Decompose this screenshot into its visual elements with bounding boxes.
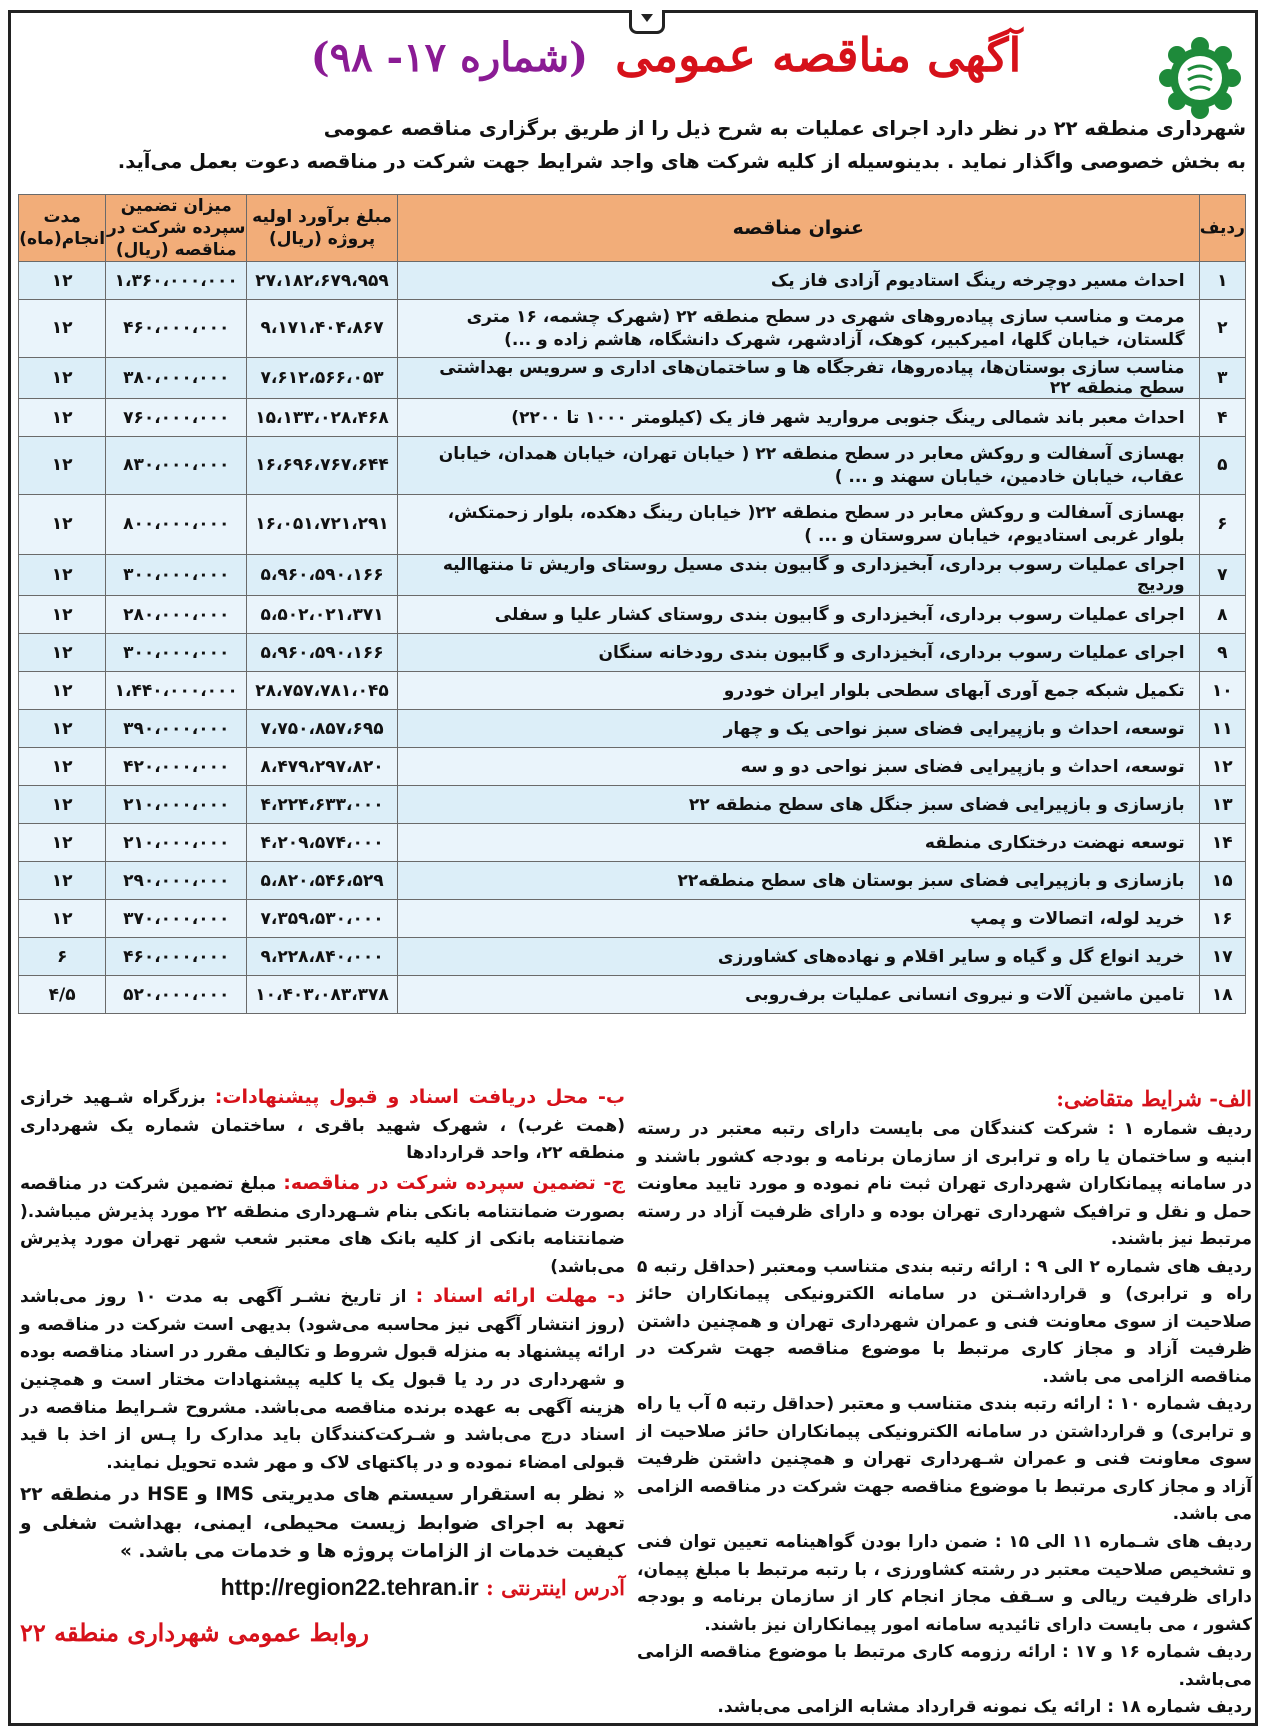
cell-duration: ۱۲: [19, 495, 106, 555]
header-title: عنوان مناقصه: [397, 195, 1199, 262]
cell-duration: ۱۲: [19, 824, 106, 862]
cell-duration: ۱۲: [19, 437, 106, 495]
deadline-text: از تاریخ نشـر آگهی به مدت ۱۰ روز می‌باشد (روز انتشار آگهی نیز محاسبه می‌شود) بدیهی است شرکت در مناقصه و ارائه پیشنهاد به منزله قبول شروط و تکالیف مقرر در اسناد مناقصه بوده و شهرداری در رد یا قبول یک یا کلیه پیشنهادات مختار است و همچنین هزینه آگهی به عهده برنده مناقصه می‌باشد. مشروح شـرایط مناقصه در اسناد درج می‌باشد و شـرکت‌کنندگان باید مدارک را پـس از اخذ با قید قبولی امضاء نموده و در پاکتهای لاک و مهر شده تحویل نمایند.: [20, 1287, 625, 1473]
cell-estimate: ۱۵،۱۳۳،۰۲۸،۴۶۸: [247, 399, 398, 437]
cell-title: توسعه، احداث و بازپیرایی فضای سبز نواحی دو و سه: [397, 748, 1199, 786]
condition-label: ردیف های شماره ۲ الی ۹ :: [1024, 1256, 1253, 1277]
conditions-heading: الف- شرایط متقاضی:: [1056, 1086, 1252, 1111]
document-location: [20, 1082, 625, 1168]
cell-row: ۱۴: [1199, 824, 1245, 862]
cell-title: اجرای عملیات رسوب برداری، آبخیزداری و گابیون بندی رودخانه سنگان: [397, 634, 1199, 672]
cell-deposit: ۳۰۰،۰۰۰،۰۰۰: [106, 555, 247, 596]
table-row: [19, 748, 1246, 786]
condition-label: ردیف شماره ۱ :: [1107, 1119, 1253, 1140]
cell-duration: ۱۲: [19, 862, 106, 900]
cell-deposit: ۲۱۰،۰۰۰،۰۰۰: [106, 786, 247, 824]
website-link[interactable]: http://region22.tehran.ir: [220, 1574, 479, 1601]
cell-title: احداث معبر باند شمالی رینگ جنوبی مروارید شهر فاز یک (کیلومتر ۱۰۰۰ تا ۲۲۰۰): [397, 399, 1199, 437]
cell-row: ۱۰: [1199, 672, 1245, 710]
condition-item: [637, 1529, 1252, 1639]
title-text: آگهی مناقصه عمومی: [615, 28, 1022, 82]
deposit-heading: ج- تضمین سپرده شرکت در مناقصه:: [283, 1171, 626, 1194]
applicant-conditions: [637, 1082, 1252, 1722]
cell-duration: ۱۲: [19, 262, 106, 300]
cell-row: ۱۲: [1199, 748, 1245, 786]
tender-info: [20, 1082, 625, 1653]
table-row: [19, 495, 1246, 555]
cell-estimate: ۸،۴۷۹،۲۹۷،۸۲۰: [247, 748, 398, 786]
cell-title: بهسازی آسفالت و روکش معابر در سطح منطقه ۲۲ ( خیابان تهران، خیابان همدان، خیابان عقاب، خیابان خادمین، خیابان سهند و ... ): [397, 437, 1199, 495]
table-row: [19, 399, 1246, 437]
cell-row: ۹: [1199, 634, 1245, 672]
cell-row: ۸: [1199, 596, 1245, 634]
header-deposit: میزان تضمین سپرده شرکت در مناقصه (ریال): [106, 196, 246, 261]
cell-estimate: ۵،۹۶۰،۵۹۰،۱۶۶: [247, 555, 398, 596]
header-duration: مدت انجام(ماه): [19, 195, 106, 262]
document-location-heading: ب- محل دریافت اسناد و قبول پیشنهادات:: [214, 1086, 625, 1108]
cell-deposit: ۱،۴۴۰،۰۰۰،۰۰۰: [106, 672, 247, 710]
cell-deposit: ۴۶۰،۰۰۰،۰۰۰: [106, 300, 247, 358]
cell-row: ۳: [1199, 358, 1245, 399]
cell-deposit: ۴۲۰،۰۰۰،۰۰۰: [106, 748, 247, 786]
cell-deposit: ۷۶۰،۰۰۰،۰۰۰: [106, 399, 247, 437]
cell-estimate: ۹،۱۷۱،۴۰۴،۸۶۷: [247, 300, 398, 358]
cell-estimate: ۷،۳۵۹،۵۳۰،۰۰۰: [247, 900, 398, 938]
table-row: [19, 900, 1246, 938]
cell-deposit: ۳۰۰،۰۰۰،۰۰۰: [106, 634, 247, 672]
table-row: [19, 672, 1246, 710]
cell-estimate: ۴،۲۲۴،۶۳۳،۰۰۰: [247, 786, 398, 824]
cell-duration: ۱۲: [19, 596, 106, 634]
website-label: آدرس اینترنتی :: [486, 1575, 625, 1601]
cell-deposit: ۴۶۰،۰۰۰،۰۰۰: [106, 938, 247, 976]
cell-deposit: ۸۰۰،۰۰۰،۰۰۰: [106, 495, 247, 555]
cell-estimate: ۵،۵۰۲،۰۲۱،۳۷۱: [247, 596, 398, 634]
condition-text: ارائه رتبه بندی متناسب ومعتبر (حداقل رتبه ۵ راه و ترابری) و قرارداشـتن در سامانه الکترونیکی پیمانکاران حائز صلاحیت از سوی معاونت فنی و عمران شهرداری تهران و همچنین داشتن ظرفیت آزاد و مجاز کاری مرتبط با موضوع مناقصه جهت شرکت در مناقصه الزامی می باشد.: [637, 1256, 1252, 1387]
table-row: [19, 262, 1246, 300]
cell-row: ۱۱: [1199, 710, 1245, 748]
cell-estimate: ۱۶،۶۹۶،۷۶۷،۶۴۴: [247, 437, 398, 495]
cell-estimate: ۴،۲۰۹،۵۷۴،۰۰۰: [247, 824, 398, 862]
cell-estimate: ۷،۶۱۲،۵۶۶،۰۵۳: [247, 358, 398, 399]
cell-estimate: ۲۸،۷۵۷،۷۸۱،۰۴۵: [247, 672, 398, 710]
table-row: [19, 596, 1246, 634]
cell-duration: ۱۲: [19, 710, 106, 748]
cell-deposit: ۱،۳۶۰،۰۰۰،۰۰۰: [106, 262, 247, 300]
cell-estimate: ۹،۲۲۸،۸۴۰،۰۰۰: [247, 938, 398, 976]
table-row: [19, 437, 1246, 495]
header-estimate: مبلغ برآورد اولیه پروژه (ریال): [247, 195, 398, 262]
intro-line-2: به بخش خصوصی واگذار نماید . بدینوسیله از کلیه شرکت های واجد شرایط جهت شرکت در مناقصه دعوت بعمل می‌آید.: [117, 150, 1246, 174]
condition-text: ضمن دارا بودن گواهینامه تعیین توان فنی و تشخیص صلاحیت معتبر در رشته کشاورزی ، با رتبه مرتبط با مبلغ پیمان، دارای ظرفیت ریالی و سـقف مجاز انجام کار از سازمان برنامه و بودجه کشور ، می بایست دارای تائیدیه سامانه امور پیمانکاران نیز باشند.: [637, 1531, 1252, 1635]
condition-text: ارائه رتبه بندی متناسب و معتبر (حداقل رتبه ۵ آب یا راه و ترابری) و قرارداشتن در سامانه الکترونیکی پیمانکاران حائز صلاحیت از سوی معاونت فنی و عمران شـهرداری تهران و همچنین داشتن ظرفیت آزاد و مجاز کاری مرتبط با موضوع مناقصه جهت شرکت در مناقصه الزامی می باشد.: [637, 1394, 1252, 1525]
cell-duration: ۱۲: [19, 900, 106, 938]
cell-row: ۱۶: [1199, 900, 1245, 938]
cell-row: ۱۵: [1199, 862, 1245, 900]
condition-label: ردیف شماره ۱۶ و ۱۷ :: [1062, 1642, 1253, 1663]
cell-deposit: ۲۹۰،۰۰۰،۰۰۰: [106, 862, 247, 900]
table-header-row: [19, 195, 1246, 262]
table-row: [19, 862, 1246, 900]
cell-estimate: ۷،۷۵۰،۸۵۷،۶۹۵: [247, 710, 398, 748]
cell-deposit: ۲۱۰،۰۰۰،۰۰۰: [106, 824, 247, 862]
cell-row: ۱۷: [1199, 938, 1245, 976]
cell-duration: ۴/۵: [19, 976, 106, 1014]
condition-item: [637, 1694, 1252, 1722]
cell-duration: ۱۲: [19, 300, 106, 358]
deposit-text: مبلغ تضمین شرکت در مناقصه بصورت ضمانتنامه بانکی بنام شـهرداری منطقه ۲۲ مورد پذیرش میباشد.( ضمانتنامه بانکی از کلیه بانک های معتبر شعب شهر تهران مورد پذیرش می‌باشد): [20, 1173, 626, 1277]
tender-number: (شماره ۱۷- ۹۸): [310, 34, 589, 81]
condition-text: ارائه یک نمونه قرارداد مشابه الزامی می‌باشد.: [717, 1697, 1102, 1718]
cell-title: خرید انواع گل و گیاه و سایر اقلام و نهاده‌های کشاورزی: [397, 938, 1199, 976]
table-row: [19, 358, 1246, 399]
cell-title: اجرای عملیات رسوب برداری، آبخیزداری و گابیون بندی روستای کشار علیا و سفلی: [397, 596, 1199, 634]
public-relations-signature: روابط عمومی شهرداری منطقه ۲۲: [20, 1618, 369, 1648]
condition-item: [637, 1116, 1252, 1254]
table-row: [19, 300, 1246, 358]
cell-row: ۶: [1199, 495, 1245, 555]
cell-row: ۱۸: [1199, 976, 1245, 1014]
header-row-number: ردیف: [1199, 195, 1245, 262]
document-location-text: بزرگراه شـهید خرازی (همت غرب) ، شهرک شهید باقری ، ساختمان شماره یک شهرداری منطقه ۲۲، واحد قراردادها: [20, 1088, 625, 1164]
cell-row: ۱: [1199, 262, 1245, 300]
cell-row: ۴: [1199, 399, 1245, 437]
cell-title: احداث مسیر دوچرخه رینگ استادیوم آزادی فاز یک: [397, 262, 1199, 300]
cell-title: بازسازی و بازپیرایی فضای سبز جنگل های سطح منطقه ۲۲: [397, 786, 1199, 824]
condition-item: [637, 1391, 1252, 1529]
table-row: [19, 555, 1246, 596]
intro-organization: شهرداری منطقه ۲۲: [1053, 117, 1246, 140]
cell-duration: ۶: [19, 938, 106, 976]
table-row: [19, 710, 1246, 748]
cell-duration: ۱۲: [19, 634, 106, 672]
cell-estimate: ۵،۹۶۰،۵۹۰،۱۶۶: [247, 634, 398, 672]
cell-title: توسعه نهضت درختکاری منطقه: [397, 824, 1199, 862]
ad-title: [226, 28, 1106, 98]
cell-row: ۷: [1199, 555, 1245, 596]
cell-row: ۵: [1199, 437, 1245, 495]
condition-text: ارائه رزومه کاری مرتبط با موضوع مناقصه الزامی می‌باشد.: [637, 1642, 1252, 1690]
cell-title: اجرای عملیات رسوب برداری، آبخیزداری و گابیون بندی مسیل روستای واریش تا منتهاالیه وردیج: [397, 555, 1199, 596]
table-row: [19, 634, 1246, 672]
cell-title: تامین ماشین آلات و نیروی انسانی عملیات برف‌روبی: [397, 976, 1199, 1014]
cell-deposit: ۳۹۰،۰۰۰،۰۰۰: [106, 710, 247, 748]
cell-title: مناسب سازی بوستان‌ها، پیاده‌روها، تفرجگاه ها و ساختمان‌های اداری و سرویس بهداشتی سطح منطقه ۲۲: [397, 358, 1199, 399]
cell-row: ۲: [1199, 300, 1245, 358]
cell-row: ۱۳: [1199, 786, 1245, 824]
cell-deposit: ۳۸۰،۰۰۰،۰۰۰: [106, 358, 247, 399]
cell-duration: ۱۲: [19, 672, 106, 710]
hse-notice: « نظر به استقرار سیستم های مدیریتی IMS و HSE در منطقه ۲۲ تعهد به اجرای ضوابط زیست محیطی، ایمنی، بهداشت شغلی و کیفیت خدمات از الزامات پروژه ها و خدمات می باشد. »: [20, 1484, 626, 1563]
cell-deposit: ۳۷۰،۰۰۰،۰۰۰: [106, 900, 247, 938]
cell-deposit: ۲۸۰،۰۰۰،۰۰۰: [106, 596, 247, 634]
table-row: [19, 786, 1246, 824]
intro-paragraph: [26, 112, 1246, 178]
deadline-info: [20, 1281, 625, 1477]
condition-text: شرکت کنندگان می بایست دارای رتبه معتبر در رسته ابنیه و ساختمان یا راه و ترابری از سازمان برنامه و بودجه کشور باشند و در سامانه پیمانکاران شهرداری تهران ثبت نام نموده و مورد تایید معاونت حمل و نقل و ترافیک شهرداری تهران بوده و دارای ظرفیت آزاد در رسته مرتبط نیز باشند.: [637, 1119, 1252, 1250]
cell-estimate: ۱۰،۴۰۳،۰۸۳،۳۷۸: [247, 976, 398, 1014]
cell-deposit: ۸۳۰،۰۰۰،۰۰۰: [106, 437, 247, 495]
condition-label: ردیف شماره ۱۸ :: [1107, 1697, 1252, 1718]
condition-item: [637, 1254, 1252, 1392]
cell-duration: ۱۲: [19, 358, 106, 399]
table-row: [19, 976, 1246, 1014]
cell-duration: ۱۲: [19, 748, 106, 786]
tender-table: [18, 194, 1246, 1014]
cell-title: بهسازی آسفالت و روکش معابر در سطح منطقه ۲۲( خیابان رینگ دهکده، بلوار زحمتکش، بلوار غربی استادیوم، خیابان سروستان و ... ): [397, 495, 1199, 555]
cell-estimate: ۵،۸۲۰،۵۴۶،۵۲۹: [247, 862, 398, 900]
condition-label: ردیف های شـماره ۱۱ الی ۱۵ :: [994, 1531, 1253, 1552]
table-row: [19, 938, 1246, 976]
cell-title: تکمیل شبکه جمع آوری آبهای سطحی بلوار ایران خودرو: [397, 672, 1199, 710]
cell-duration: ۱۲: [19, 399, 106, 437]
website-address: [20, 1569, 625, 1606]
intro-line-1: در نظر دارد اجرای عملیات به شرح ذیل را از طریق برگزاری مناقصه عمومی: [323, 117, 1047, 140]
condition-label: ردیف شماره ۱۰ :: [1106, 1394, 1252, 1415]
deadline-heading: د- مهلت ارائه اسناد :: [415, 1285, 626, 1308]
tehran-municipality-logo: [1158, 36, 1242, 120]
deposit-info: [20, 1168, 625, 1281]
cell-title: مرمت و مناسب سازی پیاده‌روهای شهری در سطح منطقه ۲۲ (شهرک چشمه، ۱۶ متری گلستان، خیابان گلها، امیرکبیر، کوهک، آزادشهر، شهرک دانشگاه، هاشم زاده و ...): [397, 300, 1199, 358]
cell-title: توسعه، احداث و بازپیرایی فضای سبز نواحی یک و چهار: [397, 710, 1199, 748]
cell-duration: ۱۲: [19, 555, 106, 596]
cell-deposit: ۵۲۰،۰۰۰،۰۰۰: [106, 976, 247, 1014]
condition-item: [637, 1639, 1252, 1694]
cell-title: خرید لوله، اتصالات و پمپ: [397, 900, 1199, 938]
table-row: [19, 824, 1246, 862]
cell-estimate: ۱۶،۰۵۱،۷۲۱،۲۹۱: [247, 495, 398, 555]
cell-estimate: ۲۷،۱۸۲،۶۷۹،۹۵۹: [247, 262, 398, 300]
cell-title: بازسازی و بازپیرایی فضای سبز بوستان های سطح منطقه۲۲: [397, 862, 1199, 900]
cell-duration: ۱۲: [19, 786, 106, 824]
